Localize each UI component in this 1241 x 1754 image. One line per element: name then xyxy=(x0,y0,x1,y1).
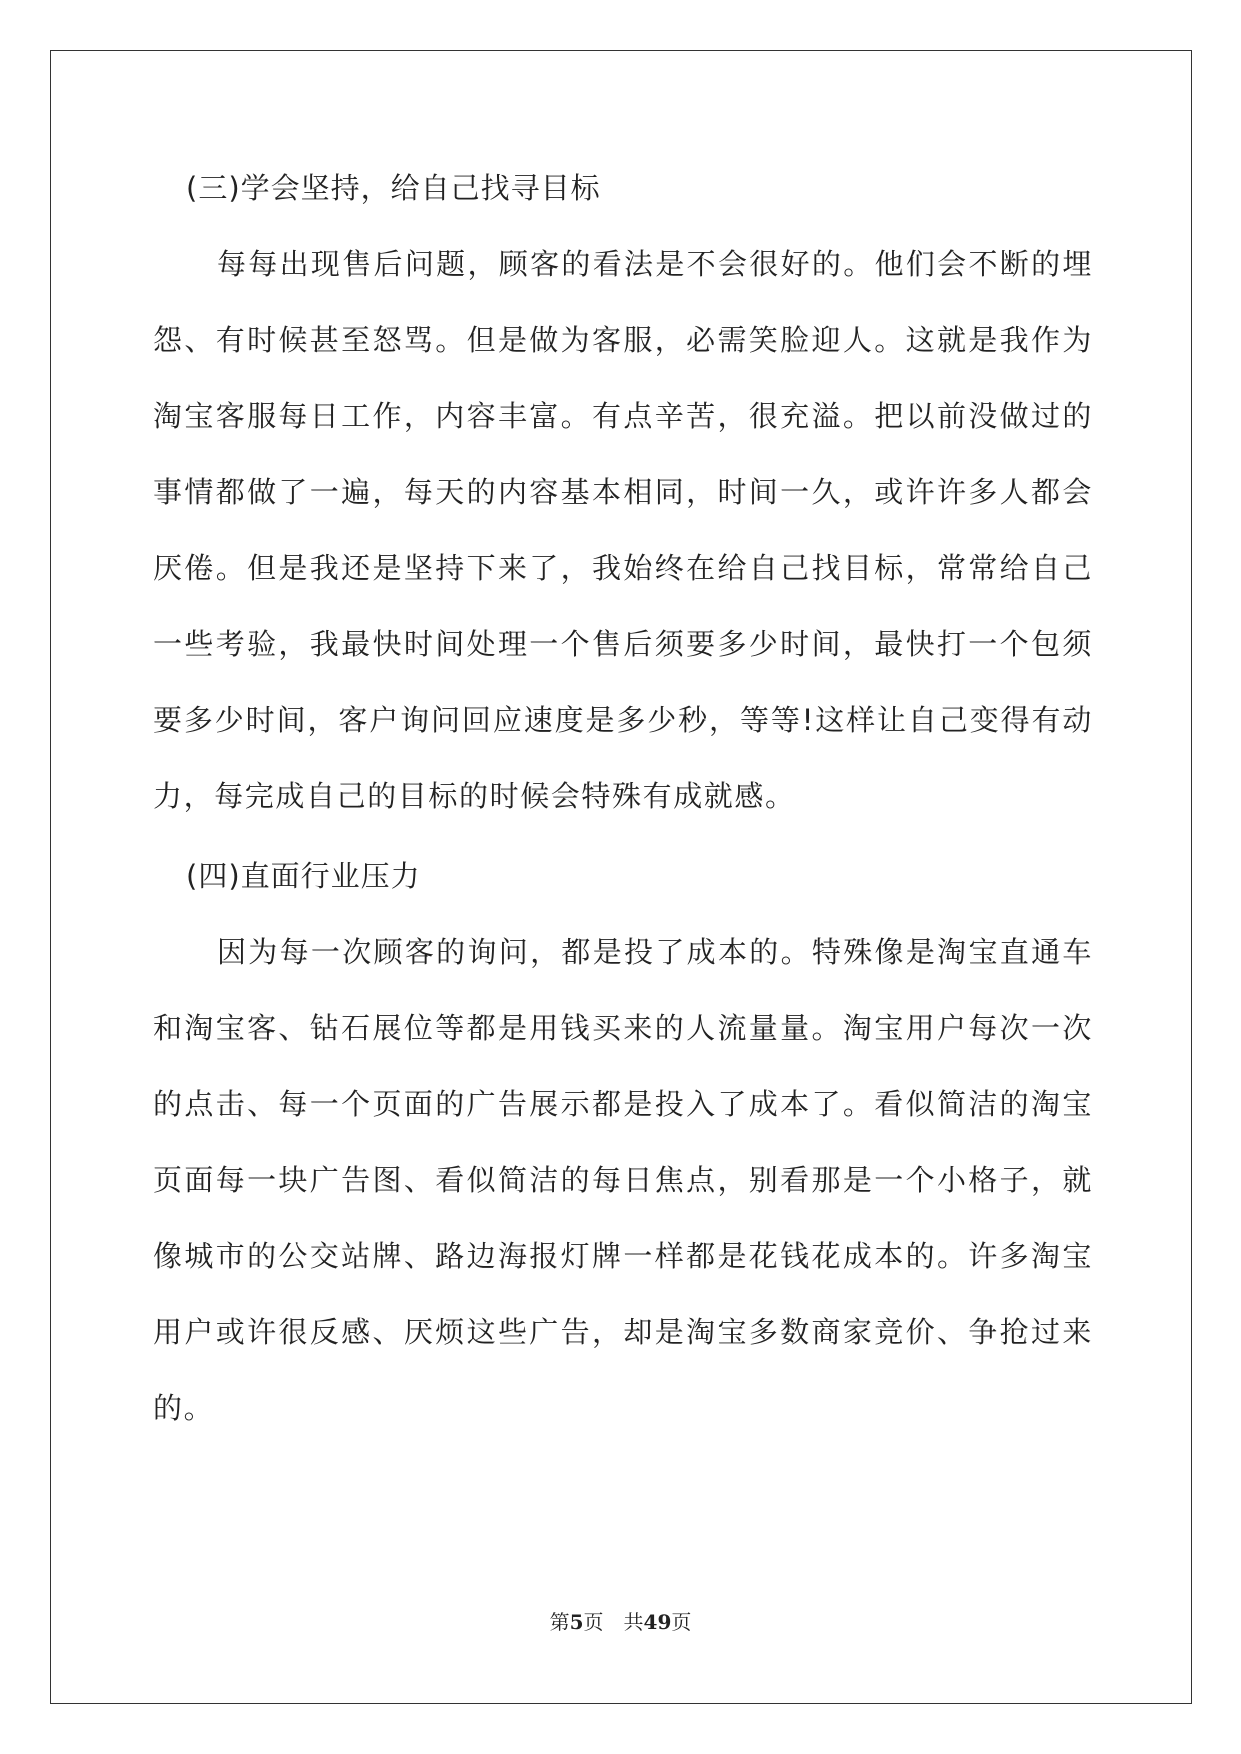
section-paragraph-4: 因为每一次顾客的询问，都是投了成本的。特殊像是淘宝直通车和淘宝客、钻石展位等都是用钱买来的人流量量。淘宝用户每次一次的点击、每一个页面的广告展示都是投入了成本了。看似简洁的淘宝页面每一块广告图、看似简洁的每日焦点，别看那是一个小格子，就像城市的公交站牌、路边海报灯牌一样都是花钱花成本的。许多淘宝用户或许很反感、厌烦这些广告，却是淘宝多数商家竞价、争抢过来的。 xyxy=(153,935,1093,1425)
section-paragraph-3: 每每出现售后问题，顾客的看法是不会很好的。他们会不断的埋怨、有时候甚至怒骂。但是做为客服，必需笑脸迎人。这就是我作为淘宝客服每日工作，内容丰富。有点辛苦，很充溢。把以前没做过的事情都做了一遍，每天的内容基本相同，时间一久，或许许多人都会厌倦。但是我还是坚持下来了，我始终在给自己找目标，常常给自己一些考验，我最快时间处理一个售后须要多少时间，最快打一个包须要多少时间，客户询问回应速度是多少秒，等等!这样让自己变得有动力，每完成自己的目标的时候会特殊有成就感。 xyxy=(153,247,1093,813)
footer-page-unit: 页 xyxy=(583,1610,604,1634)
document-body xyxy=(153,168,1093,1446)
footer-total-unit: 页 xyxy=(671,1610,692,1634)
total-page-count: 49 xyxy=(643,1610,672,1634)
section-heading-4: (四)直面行业压力 xyxy=(186,859,421,893)
page-footer xyxy=(0,1606,1241,1635)
section-heading-3: (三)学会坚持，给自己找寻目标 xyxy=(186,171,601,205)
current-page-number: 5 xyxy=(569,1610,584,1634)
footer-prefix: 第 xyxy=(549,1610,570,1634)
footer-total-prefix: 共 xyxy=(623,1610,644,1634)
